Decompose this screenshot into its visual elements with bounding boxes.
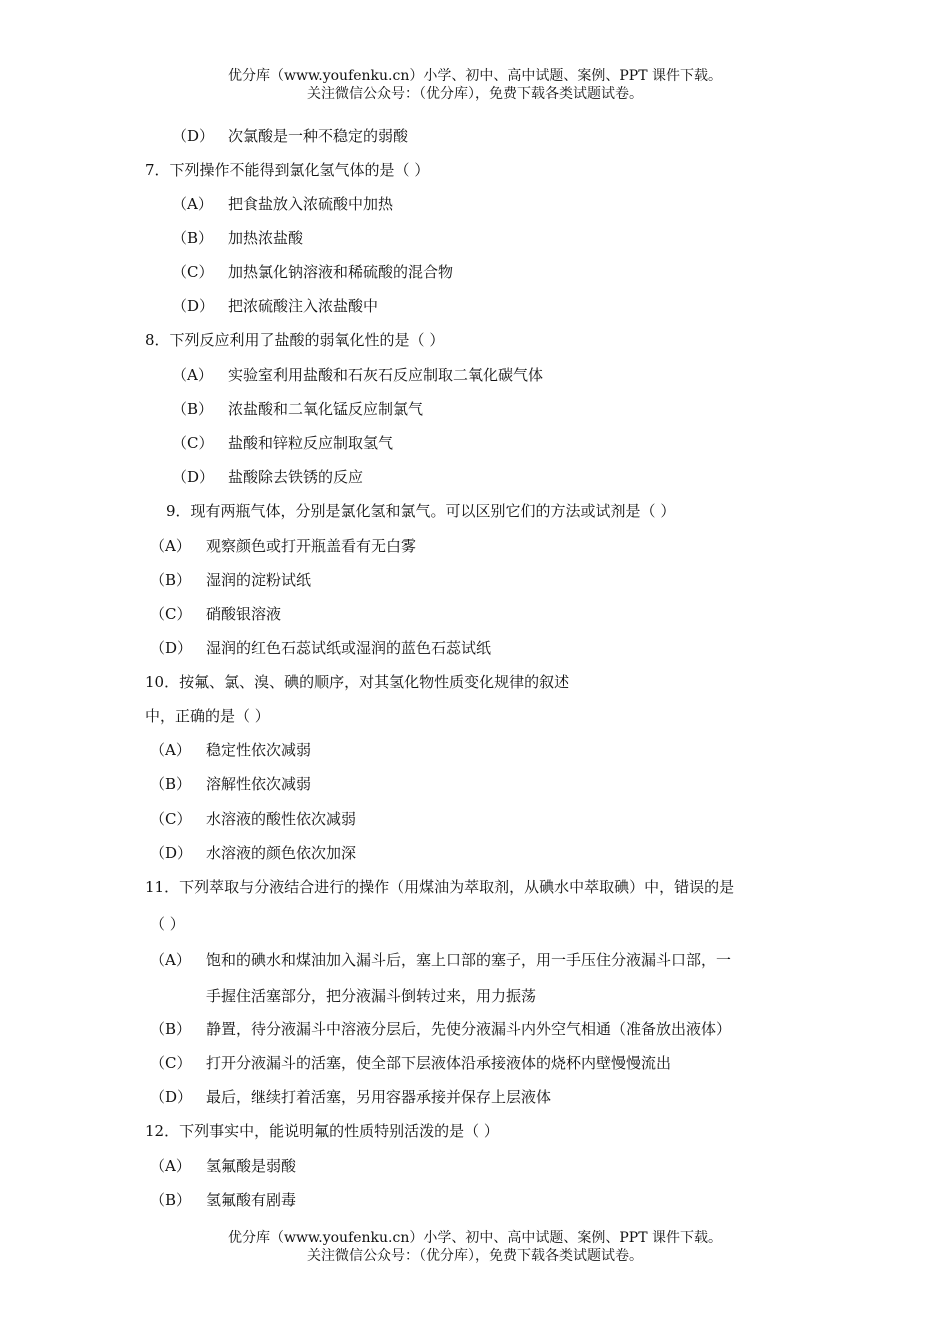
option-label: （A）	[172, 366, 213, 384]
option-label: （B）	[172, 229, 214, 247]
option-text: 把浓硫酸注入浓盐酸中	[228, 297, 379, 315]
page-footer-line-2: 关注微信公众号：（优分库），免费下载各类试题试卷。	[307, 1248, 643, 1264]
q9-option-a	[150, 536, 416, 556]
option-text: 观察颜色或打开瓶盖看有无白雾	[206, 537, 417, 555]
q11-stem-line-2: （ ）	[150, 915, 185, 933]
option-label: （D）	[150, 844, 193, 862]
q8-option-a	[172, 365, 543, 385]
option-text: 次氯酸是一种不稳定的弱酸	[228, 127, 409, 145]
q8-option-b	[172, 399, 423, 419]
q9-option-b	[150, 570, 311, 590]
q9-option-c	[150, 604, 281, 624]
option-label: （D）	[172, 468, 215, 486]
option-label: （A）	[150, 951, 191, 969]
option-text: 实验室利用盐酸和石灰石反应制取二氧化碳气体	[228, 366, 544, 384]
option-text: 最后，继续打着活塞，另用容器承接并保存上层液体	[206, 1088, 552, 1106]
q8-option-c	[172, 433, 393, 453]
q9-option-d	[150, 638, 491, 658]
option-text: 水溶液的酸性依次减弱	[206, 810, 357, 828]
option-label: （C）	[150, 810, 192, 828]
page-footer-line-1: 优分库（www.youfenku.cn）小学、初中、高中试题、案例、PPT 课件下载。	[227, 1230, 722, 1246]
option-label: （A）	[150, 741, 191, 759]
page-header-line-2: 关注微信公众号：（优分库），免费下载各类试题试卷。	[307, 86, 643, 102]
option-text: 氢氟酸是弱酸	[206, 1157, 297, 1175]
q10-option-d	[150, 843, 356, 863]
q7-option-a	[172, 194, 393, 214]
option-label: （C）	[150, 1054, 192, 1072]
option-label: （D）	[172, 127, 215, 145]
q6-option-d	[172, 126, 408, 146]
option-label: （D）	[150, 639, 193, 657]
q11-option-a-continuation: 手握住活塞部分，把分液漏斗倒转过来，用力振荡	[206, 987, 537, 1005]
q11-option-c	[150, 1053, 671, 1073]
option-text: 打开分液漏斗的活塞，使全部下层液体沿承接液体的烧杯内壁慢慢流出	[206, 1054, 672, 1072]
option-label: （A）	[150, 537, 191, 555]
option-text: 盐酸除去铁锈的反应	[228, 468, 364, 486]
q10-option-c	[150, 809, 356, 829]
option-label: （C）	[172, 434, 214, 452]
q12-option-a	[150, 1156, 296, 1176]
option-label: （D）	[172, 297, 215, 315]
page-header-line-1: 优分库（www.youfenku.cn）小学、初中、高中试题、案例、PPT 课件下载。	[227, 68, 722, 84]
option-text: 湿润的红色石蕊试纸或湿润的蓝色石蕊试纸	[206, 639, 492, 657]
option-text: 溶解性依次减弱	[206, 775, 312, 793]
q10-option-b	[150, 774, 311, 794]
option-label: （A）	[172, 195, 213, 213]
option-label: （B）	[150, 1020, 192, 1038]
option-text: 饱和的碘水和煤油加入漏斗后，塞上口部的塞子，用一手压住分液漏斗口部，一	[206, 951, 732, 969]
option-text: 盐酸和锌粒反应制取氢气	[228, 434, 394, 452]
option-text: 加热氯化钠溶液和稀硫酸的混合物	[228, 263, 454, 281]
q12-option-b	[150, 1190, 296, 1210]
q11-stem-line-1: 11．下列萃取与分液结合进行的操作（用煤油为萃取剂，从碘水中萃取碘）中，错误的是	[145, 878, 735, 896]
q7-option-c	[172, 262, 453, 282]
q11-option-b	[150, 1019, 731, 1039]
option-label: （B）	[172, 400, 214, 418]
q11-option-d	[150, 1087, 551, 1107]
option-label: （C）	[172, 263, 214, 281]
option-text: 硝酸银溶液	[206, 605, 282, 623]
option-label: （C）	[150, 605, 192, 623]
q7-option-b	[172, 228, 303, 248]
option-label: （D）	[150, 1088, 193, 1106]
option-label: （B）	[150, 775, 192, 793]
q7-stem: 7．下列操作不能得到氯化氢气体的是（ ）	[145, 161, 430, 179]
option-text: 静置，待分液漏斗中溶液分层后，先使分液漏斗内外空气相通（准备放出液体）	[206, 1020, 732, 1038]
option-text: 稳定性依次减弱	[206, 741, 312, 759]
option-text: 加热浓盐酸	[228, 229, 304, 247]
q8-stem: 8．下列反应利用了盐酸的弱氧化性的是（ ）	[145, 331, 445, 349]
option-text: 湿润的淀粉试纸	[206, 571, 312, 589]
option-text: 把食盐放入浓硫酸中加热	[228, 195, 394, 213]
q11-option-a	[150, 950, 731, 970]
q12-stem: 12．下列事实中，能说明氟的性质特别活泼的是（ ）	[145, 1122, 499, 1140]
q10-option-a	[150, 740, 311, 760]
q10-stem-line-2: 中，正确的是（ ）	[145, 707, 270, 725]
q9-stem: 9．现有两瓶气体，分别是氯化氢和氯气。可以区别它们的方法或试剂是（ ）	[166, 502, 676, 520]
option-text: 浓盐酸和二氧化锰反应制氯气	[228, 400, 424, 418]
option-text: 水溶液的颜色依次加深	[206, 844, 357, 862]
option-label: （B）	[150, 571, 192, 589]
option-label: （B）	[150, 1191, 192, 1209]
option-label: （A）	[150, 1157, 191, 1175]
q10-stem-line-1: 10．按氟、氯、溴、碘的顺序，对其氢化物性质变化规律的叙述	[145, 673, 570, 691]
option-text: 氢氟酸有剧毒	[206, 1191, 297, 1209]
q8-option-d	[172, 467, 363, 487]
q7-option-d	[172, 296, 378, 316]
